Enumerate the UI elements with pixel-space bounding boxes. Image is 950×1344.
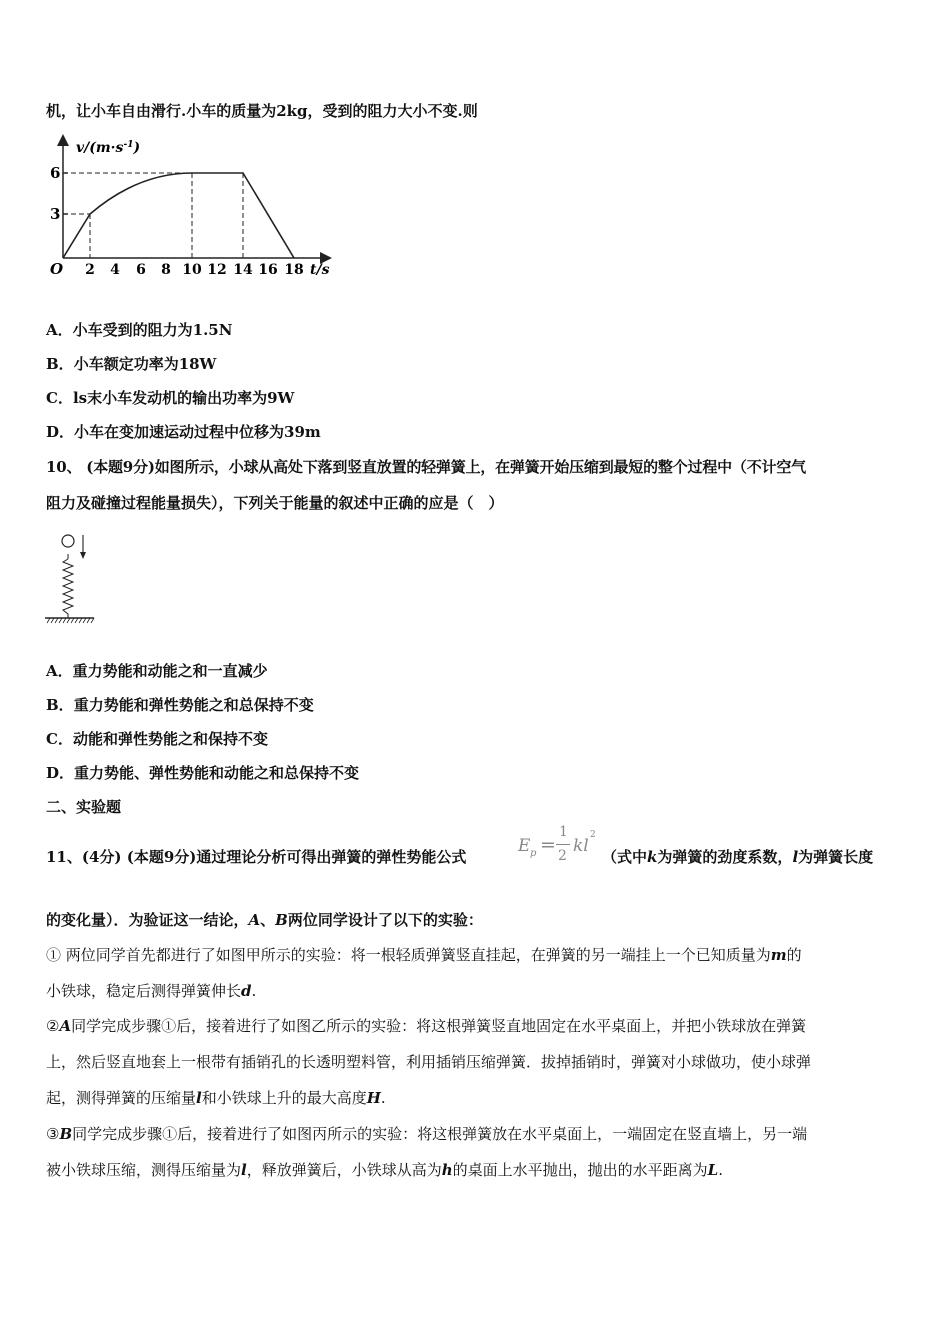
x-tick: 2 <box>85 262 95 278</box>
graph-ylabel: $v/(m\cdot s^{-1})$ <box>76 140 141 156</box>
q11-line2: 的变化量）．为验证这一结论，A、B两位同学设计了以下的实验： <box>46 911 483 929</box>
x-tick: 12 <box>207 262 227 278</box>
q11-step2-line3: 起，测得弹簧的压缩量l和小铁球上升的最大高度H. <box>46 1089 386 1107</box>
q9-option-a: A．小车受到的阻力为1.5N <box>46 321 233 339</box>
q10-option-b: B．重力势能和弹性势能之和总保持不变 <box>46 696 314 714</box>
x-tick: 6 <box>136 262 146 278</box>
q11-step1-line2: 小铁球，稳定后测得弹簧伸长d. <box>46 982 257 1000</box>
q9-option-b: B．小车额定功率为18W <box>46 355 217 373</box>
q10-stem-line2: 阻力及碰撞过程能量损失），下列关于能量的叙述中正确的应是（ ） <box>46 494 504 512</box>
q11-stem-prefix: 11、(4分) (本题9分)通过理论分析可得出弹簧的弹性势能公式 <box>46 848 467 866</box>
q9-option-d: D．小车在变加速运动过程中位移为39m <box>46 423 321 441</box>
y-tick-3: 3 <box>50 205 61 223</box>
x-tick: 8 <box>161 262 171 278</box>
x-tick: 16 <box>258 262 278 278</box>
graph-xunit: t/s <box>310 262 330 278</box>
graph-origin: O <box>50 260 64 278</box>
x-tick: 14 <box>233 262 253 278</box>
q10-option-c: C．动能和弹性势能之和保持不变 <box>46 730 268 748</box>
section-heading: 二、实验题 <box>46 798 122 816</box>
q10-option-a: A．重力势能和动能之和一直减少 <box>46 662 268 680</box>
x-tick: 4 <box>110 262 120 278</box>
q11-step3-line2: 被小铁球压缩，测得压缩量为l，释放弹簧后，小铁球从高为h的桌面上水平抛出，抛出的水平距离为L. <box>46 1161 723 1179</box>
spring-coil <box>63 559 73 618</box>
q11-stem-tail: （式中k为弹簧的劲度系数，l为弹簧长度 <box>602 848 874 866</box>
y-tick-6: 6 <box>50 164 61 182</box>
velocity-time-graph <box>48 132 343 280</box>
q10-option-d: D．重力势能、弹性势能和动能之和总保持不变 <box>46 764 360 782</box>
velocity-curve <box>63 173 294 258</box>
q10-stem-line1: 10、 (本题9分)如图所示，小球从高处下落到竖直放置的轻弹簧上，在弹簧开始压缩到最短的整个过程中（不计空气 <box>46 458 806 476</box>
elastic-energy-formula: E p = 1 2 kl 2 <box>518 824 596 864</box>
q11-step1-line1: ① 两位同学首先都进行了如图甲所示的实验：将一根轻质弹簧竖直挂起，在弹簧的另一端挂上一个已知质量为m的 <box>46 946 802 964</box>
ball <box>62 535 74 547</box>
x-tick: 10 <box>182 262 202 278</box>
q11-step2-line2: 上，然后竖直地套上一根带有插销孔的长透明塑料管，利用插销压缩弹簧．拔掉插销时，弹簧对小球做功，使小球弹 <box>46 1053 812 1071</box>
q9-intro: 机，让小车自由滑行.小车的质量为2kg，受到的阻力大小不变.则 <box>46 102 478 120</box>
q11-step2-line1: ②A同学完成步骤①后，接着进行了如图乙所示的实验：将这根弹簧竖直地固定在水平桌面上，并把小铁球放在弹簧 <box>46 1017 807 1035</box>
x-tick: 18 <box>284 262 304 278</box>
q11-step3-line1: ③B同学完成步骤①后，接着进行了如图丙所示的实验：将这根弹簧放在水平桌面上，一端固定在竖直墙上，另一端 <box>46 1125 808 1143</box>
fall-arrow-head <box>80 552 86 559</box>
q9-option-c: C．ls末小车发动机的输出功率为9W <box>46 389 295 407</box>
spring-ball-figure <box>40 530 100 630</box>
